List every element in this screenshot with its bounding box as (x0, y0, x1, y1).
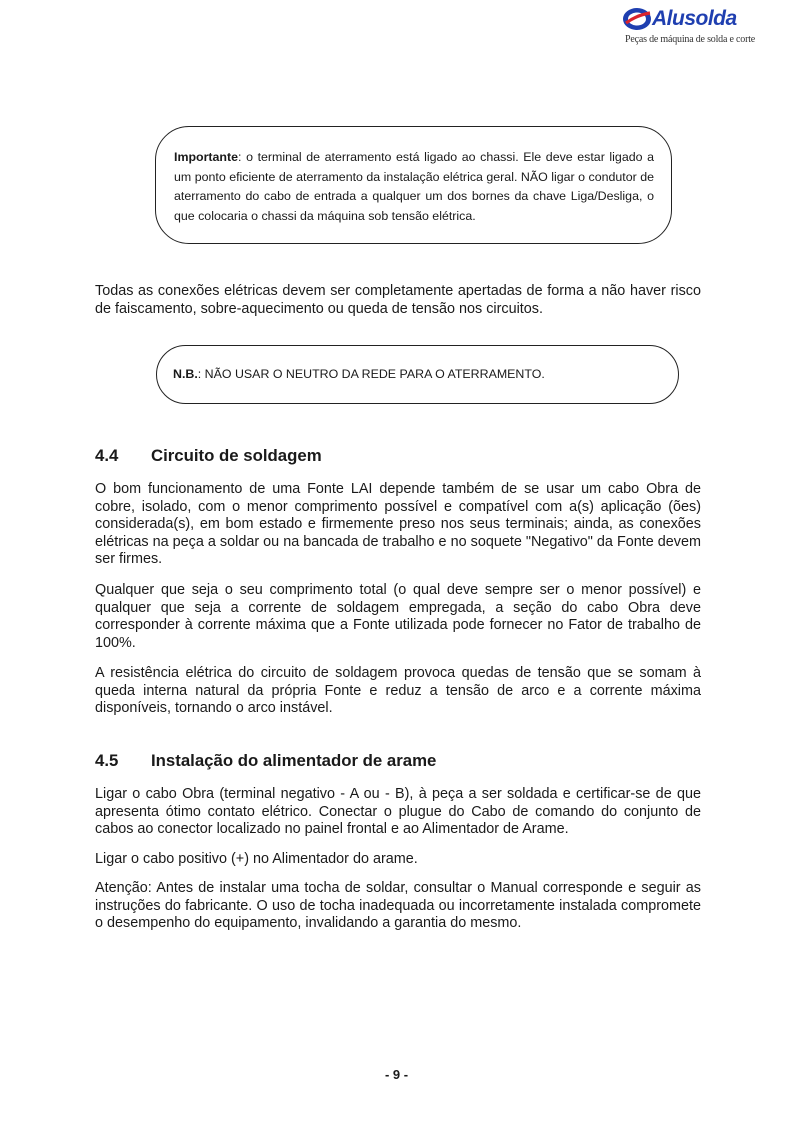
important-label: Importante (174, 150, 239, 164)
important-body: : o terminal de aterramento está ligado ao chassi. Ele deve estar ligado a um ponto eficiente de aterramento da instalação elétrica geral. NÃO ligar o condutor de aterramento do cabo de entrada a qualquer um dos bornes da chave Liga/Desliga, o que colocaria o chassi da máquina sob tensão elétrica. (174, 150, 654, 223)
important-note-text (174, 148, 654, 226)
connections-paragraph: Todas as conexões elétricas devem ser completamente apertadas de forma a não haver risco de faiscamento, sobre-aquecimento ou queda de tensão nos circuitos. (95, 283, 701, 317)
nb-note-box (156, 345, 679, 404)
nb-body: : NÃO USAR O NEUTRO DA REDE PARA O ATERRAMENTO. (197, 367, 545, 381)
paragraph-4-5-2: Ligar o cabo positivo (+) no Alimentador do arame. (95, 851, 418, 867)
section-number: 4.4 (95, 446, 119, 465)
important-note-box (155, 126, 672, 244)
section-title: Circuito de soldagem (151, 446, 322, 465)
logo-tagline: Peças de máquina de solda e corte (625, 34, 756, 45)
brand-logo (618, 4, 756, 48)
nb-label: N.B. (173, 367, 198, 381)
logo-emblem-icon (622, 6, 656, 32)
logo-wordmark: Alusolda (652, 7, 737, 30)
paragraph-4-4-3: A resistência elétrica do circuito de soldagem provoca quedas de tensão que se somam à queda interna natural da própria Fonte e reduz a tensão de arco e a corrente máxima disponíveis, tornando o arco instável. (95, 665, 701, 717)
paragraph-4-4-2: Qualquer que seja o seu comprimento total (o qual deve sempre ser o menor possível) e qualquer que seja a corrente de soldagem empregada, a seção do cabo Obra deve corresponder à corrente máxima que a Fonte utilizada pode fornecer no Fator de trabalho de 100%. (95, 582, 701, 651)
paragraph-4-4-1: O bom funcionamento de uma Fonte LAI depende também de se usar um cabo Obra de cobre, isolado, com o menor comprimento possível e compatível com a(s) aplicação (ões) considerada(s), em bom estado e firmemente preso nos seus terminais; ainda, as conexões elétricas na peça a soldar ou na bancada de trabalho e no soquete "Negativo" da Fonte devem ser firmes. (95, 481, 701, 568)
section-title: Instalação do alimentador de arame (151, 751, 437, 770)
paragraph-4-5-1: Ligar o cabo Obra (terminal negativo - A ou - B), à peça a ser soldada e certificar-se de que apresenta ótimo contato elétrico. Conectar o plugue do Cabo de comando do conjunto de cabos ao conector localizado no painel frontal e ao Alimentador de Arame. (95, 786, 701, 838)
paragraph-4-5-3: Atenção: Antes de instalar uma tocha de soldar, consultar o Manual corresponde e seguir as instruções do fabricante. O uso de tocha inadequada ou incorretamente instalada compromete o desempenho do equipamento, invalidando a garantia do mesmo. (95, 880, 701, 932)
section-number: 4.5 (95, 751, 119, 770)
page-number: - 9 - (384, 1067, 409, 1082)
nb-note-text (173, 365, 662, 385)
section-heading-4-5 (95, 751, 436, 771)
section-heading-4-4 (95, 446, 322, 466)
